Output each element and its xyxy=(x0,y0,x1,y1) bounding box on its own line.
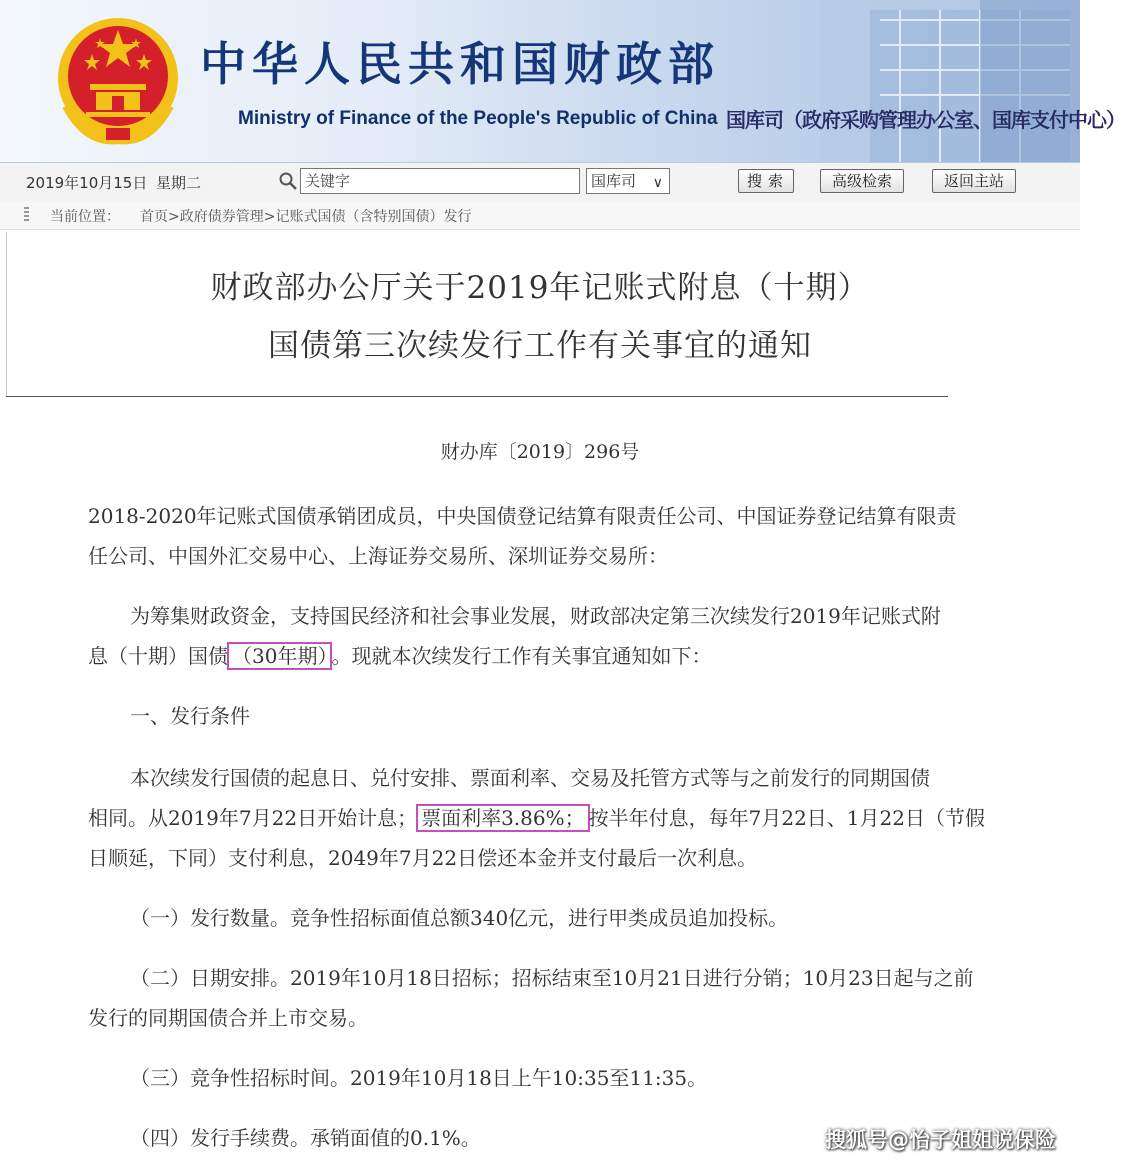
item-issue-amount: （一）发行数量。竞争性招标面值总额340亿元，进行甲类成员追加投标。 xyxy=(130,906,789,930)
addressee-line1: 2018-2020年记账式国债承销团成员，中央国债登记结算有限责任公司、中国证券登记结算有限责 xyxy=(88,504,957,528)
intro-line1: 为筹集财政资金，支持国民经济和社会事业发展，财政部决定第三次续发行2019年记账式附 xyxy=(130,604,941,628)
intro-text-a: 息（十期）国债 xyxy=(88,644,228,668)
section1-heading: 一、发行条件 xyxy=(130,704,250,728)
item-bid-time: （三）竞争性招标时间。2019年10月18日上午10:35至11:35。 xyxy=(130,1066,708,1090)
department-select[interactable] xyxy=(586,168,670,194)
conditions-line1: 本次续发行国债的起息日、兑付安排、票面利率、交易及托管方式等与之前发行的同期国债 xyxy=(130,766,930,790)
intro-text-b: 。现就本次续发行工作有关事宜通知如下： xyxy=(331,644,712,668)
search-button[interactable]: 搜索 xyxy=(738,169,794,193)
search-toolbar xyxy=(0,162,1080,202)
current-date: 2019年10月15日 xyxy=(26,174,148,192)
chevron-down-icon: ∨ xyxy=(652,175,663,191)
breadcrumb-label: 当前位置： xyxy=(50,209,120,225)
site-title-en: Ministry of Finance of the People's Republic of China xyxy=(238,108,718,129)
intro-line2 xyxy=(88,640,711,669)
breadcrumb-marker-icon xyxy=(24,207,29,222)
national-emblem-icon xyxy=(56,16,180,146)
current-weekday: 星期二 xyxy=(156,174,202,192)
watermark: 搜狐号@怡子姐姐说保险 xyxy=(825,1128,1056,1152)
content-border xyxy=(6,232,7,396)
search-input[interactable]: 关键字 xyxy=(300,168,580,194)
search-icon xyxy=(278,171,298,191)
item-fee: （四）发行手续费。承销面值的0.1%。 xyxy=(130,1126,481,1150)
item-schedule-line2: 发行的同期国债合并上市交易。 xyxy=(88,1006,368,1030)
item-schedule-line1: （二）日期安排。2019年10月18日招标；招标结束至10月21日进行分销；10月23日起与之前 xyxy=(130,966,974,990)
conditions-line2 xyxy=(88,802,985,831)
article-title-line1: 财政部办公厅关于2019年记账式附息（十期） xyxy=(210,270,870,306)
term-highlight: （30年期） xyxy=(227,642,332,670)
conditions-text-b: 按半年付息，每年7月22日、1月22日（节假 xyxy=(588,806,985,830)
site-title-cn: 中华人民共和国财政部 xyxy=(200,37,720,91)
header-banner xyxy=(0,0,1125,162)
conditions-line3: 日顺延，下同）支付利息，2049年7月22日偿还本金并支付最后一次利息。 xyxy=(88,846,758,870)
document-number: 财办库〔2019〕296号 xyxy=(440,441,640,463)
department-name: 国库司（政府采购管理办公室、国库支付中心） xyxy=(726,108,1125,132)
article-title-line2: 国债第三次续发行工作有关事宜的通知 xyxy=(268,328,812,364)
department-select-value: 国库司 xyxy=(591,172,637,190)
breadcrumb xyxy=(0,201,1080,230)
conditions-text-a: 相同。从2019年7月22日开始计息； xyxy=(88,806,418,830)
addressee-line2: 任公司、中国外汇交易中心、上海证券交易所、深圳证券交易所： xyxy=(88,544,668,568)
title-divider xyxy=(6,396,948,397)
return-home-button[interactable]: 返回主站 xyxy=(932,169,1016,193)
breadcrumb-path[interactable]: 首页>政府债券管理>记账式国债（含特别国债）发行 xyxy=(140,209,472,225)
advanced-search-button[interactable]: 高级检索 xyxy=(820,169,904,193)
building-illustration xyxy=(780,0,1080,162)
coupon-rate-highlight: 票面利率3.86%； xyxy=(416,804,590,832)
